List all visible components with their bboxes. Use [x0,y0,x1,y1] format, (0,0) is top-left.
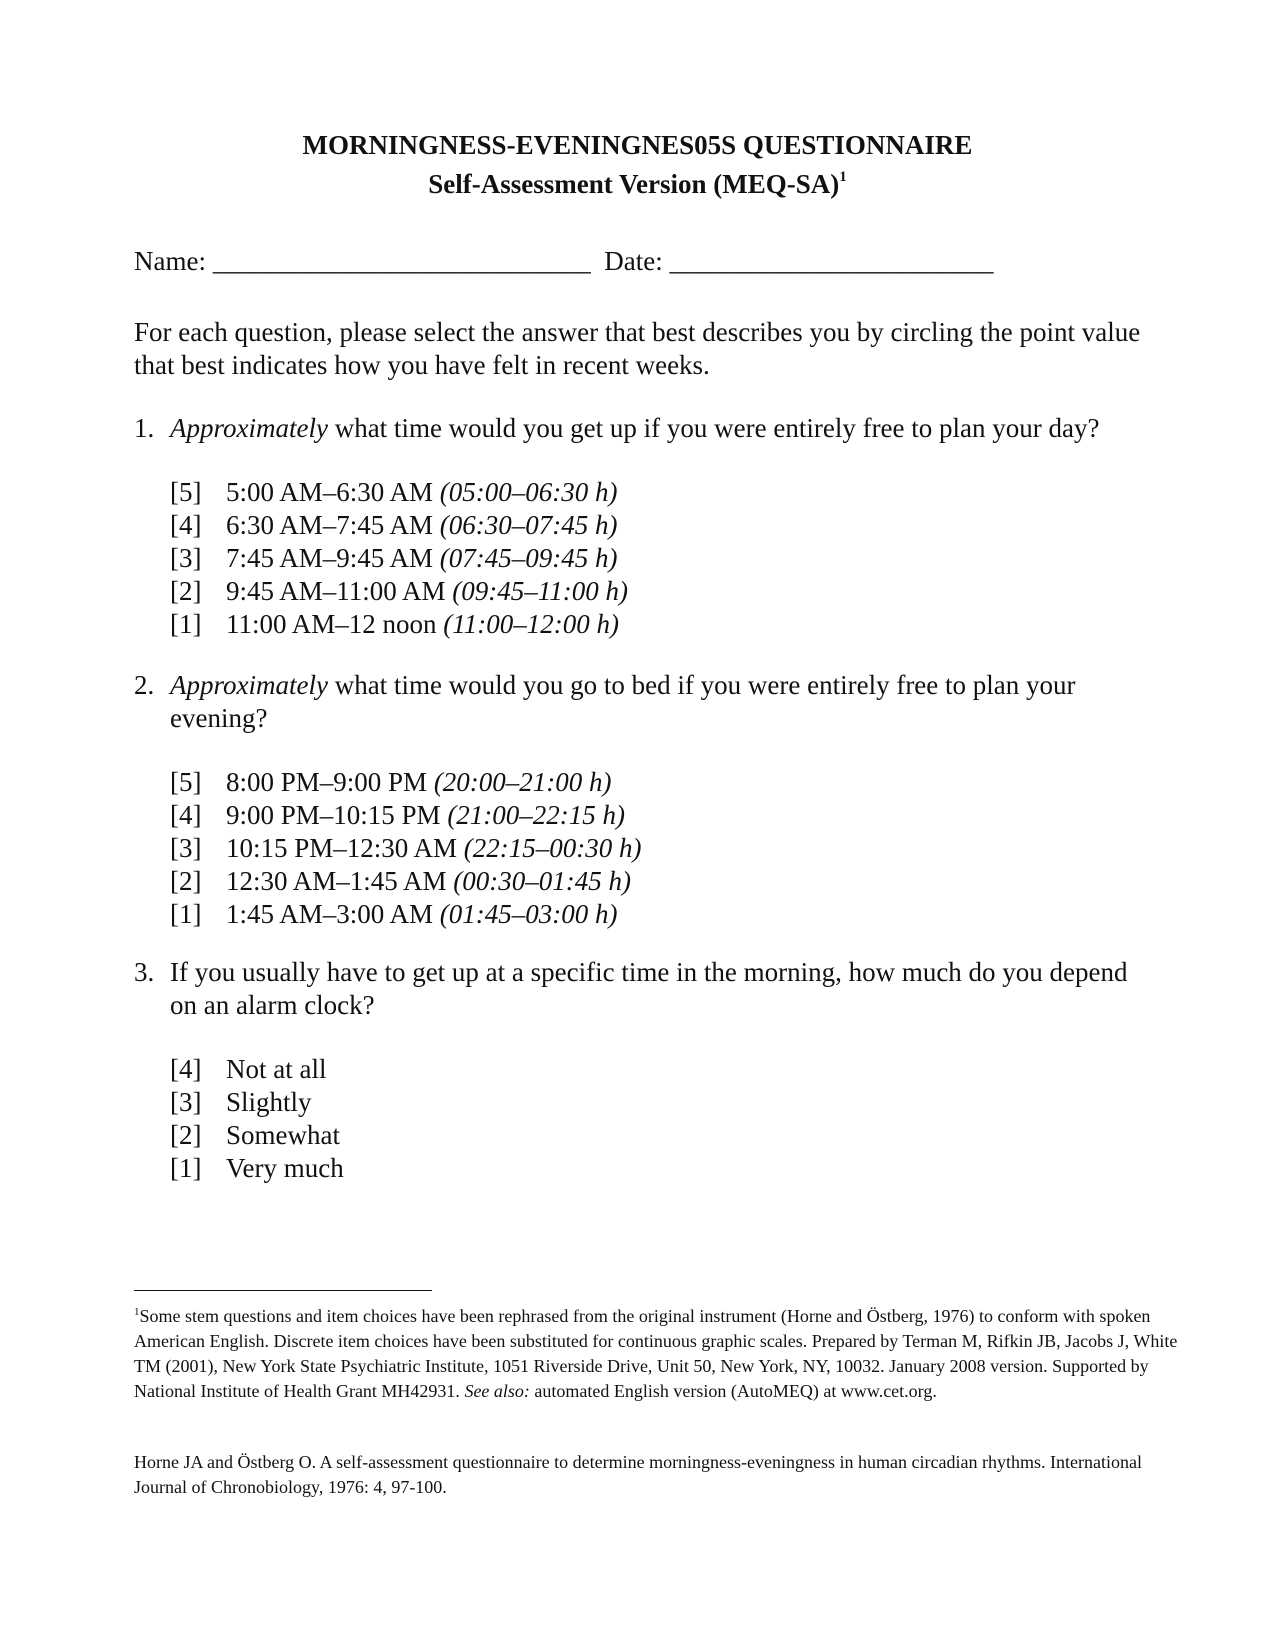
question-emphasis: Approximately [170,413,328,443]
answer-option[interactable] [170,898,1154,931]
option-hours: (06:30–07:45 h) [439,510,618,540]
option-score: [4] [170,1054,202,1084]
option-hours: (05:00–06:30 h) [439,477,618,507]
answer-options [170,1053,1154,1185]
question-number: 3. [134,957,155,987]
answer-option[interactable] [170,1152,1154,1185]
option-score: [2] [170,576,202,606]
question-body: what time would you get up if you were entirely free to plan your day? [327,413,1100,443]
question-text [170,669,1154,735]
footnote-see-also: See also: [464,1381,530,1401]
option-hours: (07:45–09:45 h) [439,543,618,573]
option-score: [1] [170,609,202,639]
citation-reference: Horne JA and Östberg O. A self-assessment questionnaire to determine morningness-eveningness in human circadian rhythms. International Journal of Chronobiology, 1976: 4, 97-100. [134,1452,1142,1497]
document-header [0,128,1275,201]
question-emphasis: Approximately [170,670,328,700]
question-3 [134,956,1154,1212]
option-score: [4] [170,800,202,830]
answer-option[interactable] [170,476,1154,509]
option-score: [1] [170,1153,202,1183]
answer-options [170,766,1154,931]
option-label: 11:00 AM–12 noon [226,609,444,639]
question-body: what time would you go to bed if you were entirely free to plan your evening? [170,670,1076,733]
option-hours: (22:15–00:30 h) [463,833,642,863]
answer-option[interactable] [170,1053,1154,1086]
option-label: 10:15 PM–12:30 AM [226,833,464,863]
date-field[interactable]: ________________________ [669,246,994,276]
answer-option[interactable] [170,1119,1154,1152]
answer-option[interactable] [170,608,1154,641]
answer-option[interactable] [170,766,1154,799]
option-hours: (09:45–11:00 h) [452,576,629,606]
option-hours: (00:30–01:45 h) [453,866,632,896]
option-hours: (01:45–03:00 h) [439,899,618,929]
option-hours: (11:00–12:00 h) [443,609,619,639]
footnote [134,1300,1184,1404]
option-score: [3] [170,543,202,573]
answer-option[interactable] [170,1086,1154,1119]
question-1 [134,412,1154,668]
subtitle-text: Self-Assessment Version (MEQ-SA) [428,169,840,199]
question-number: 2. [134,670,155,700]
option-score: [5] [170,477,202,507]
question-2 [134,669,1154,958]
footnote-text: Some stem questions and item choices have been rephrased from the original instrument (Horne and Östberg, 1976) to conform with spoken American English. Discrete item choices have been substituted for continuous graphic scales. Prepared by Terman M, Rifkin JB, Jacobs J, White TM (2001), New York State Psychiatric Institute, 1051 Riverside Drive, Unit 50, New York, NY, 10032. January 2008 version. Supported by National Institute of Health Grant MH42931. [134,1306,1178,1401]
name-date-line [134,246,993,277]
option-label: Slightly [226,1087,312,1117]
footnote-divider [134,1290,432,1291]
name-field[interactable]: ____________________________ [212,246,591,276]
option-label: 12:30 AM–1:45 AM [226,866,454,896]
option-score: [4] [170,510,202,540]
option-label: 5:00 AM–6:30 AM [226,477,440,507]
question-text [170,956,1154,1022]
option-label: Very much [226,1153,344,1183]
option-label: 9:00 PM–10:15 PM [226,800,448,830]
question-text [170,412,1154,445]
option-hours: (20:00–21:00 h) [433,767,612,797]
name-label: Name: [134,246,206,276]
question-number: 1. [134,413,155,443]
answer-option[interactable] [170,575,1154,608]
footnote-reference: 1 [839,169,847,185]
option-score: [2] [170,866,202,896]
option-score: [3] [170,833,202,863]
answer-option[interactable] [170,542,1154,575]
footnote-mark: 1 [134,1306,140,1318]
question-body: If you usually have to get up at a specific time in the morning, how much do you depend on an alarm clock? [170,957,1128,1020]
option-label: 6:30 AM–7:45 AM [226,510,440,540]
option-score: [1] [170,899,202,929]
date-label: Date: [604,246,663,276]
answer-option[interactable] [170,832,1154,865]
instructions: For each question, please select the answer that best describes you by circling the point value that best indicates how you have felt in recent weeks. [134,317,1141,380]
option-label: Somewhat [226,1120,340,1150]
footnote-tail: automated English version (AutoMEQ) at www.cet.org. [529,1381,937,1401]
document-title: MORNINGNESS-EVENINGNES05S QUESTIONNAIRE [302,130,973,160]
option-score: [2] [170,1120,202,1150]
option-label: 9:45 AM–11:00 AM [226,576,453,606]
document-subtitle [0,162,1275,201]
option-score: [5] [170,767,202,797]
option-label: 8:00 PM–9:00 PM [226,767,434,797]
option-label: 1:45 AM–3:00 AM [226,899,440,929]
answer-option[interactable] [170,509,1154,542]
option-score: [3] [170,1087,202,1117]
option-label: Not at all [226,1054,327,1084]
option-label: 7:45 AM–9:45 AM [226,543,440,573]
answer-option[interactable] [170,865,1154,898]
answer-options [170,476,1154,641]
answer-option[interactable] [170,799,1154,832]
option-hours: (21:00–22:15 h) [447,800,626,830]
